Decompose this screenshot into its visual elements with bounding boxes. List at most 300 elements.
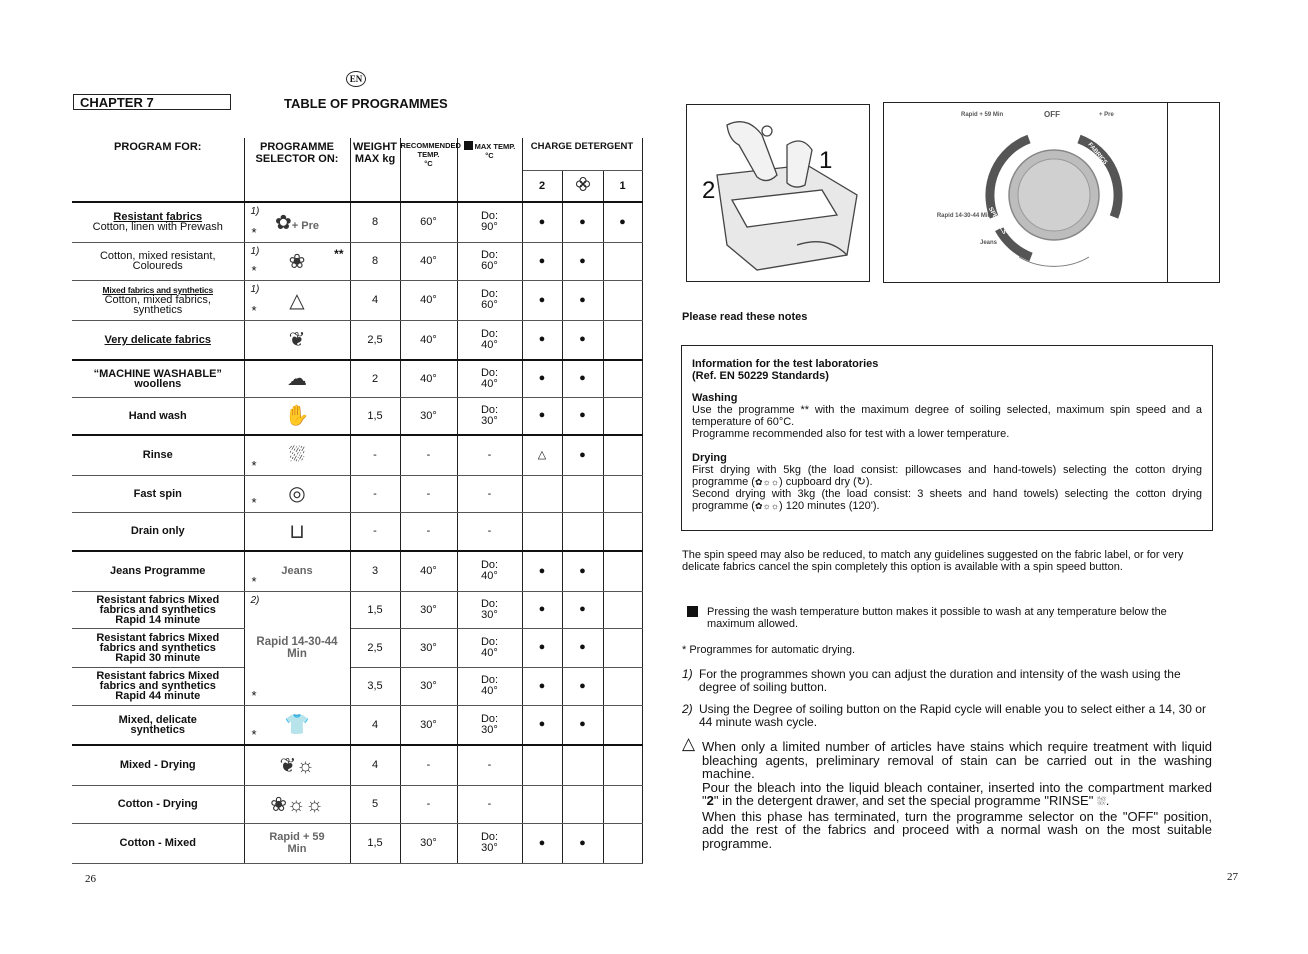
program-name-text: Hand wash	[128, 409, 187, 422]
header-weight	[350, 138, 400, 202]
table-row	[72, 551, 642, 591]
program-name-text: Cotton, linen with Prewash	[92, 221, 223, 234]
program-name-cell	[72, 785, 244, 823]
programme-symbol-icon: 👕	[284, 714, 310, 737]
cell-weight	[350, 745, 400, 785]
program-name-cell	[72, 475, 244, 512]
cell-rec	[400, 705, 457, 745]
notes-heading: Please read these notes	[682, 311, 808, 323]
cell-rec-value: 30°	[420, 680, 437, 692]
dial-top-left-label: Rapid + 59 Min	[961, 112, 1004, 118]
cell-rec	[400, 435, 457, 475]
charge-c2: ●	[522, 242, 562, 280]
cell-rec	[400, 242, 457, 280]
cell-max	[457, 475, 522, 512]
cell-weight	[350, 360, 400, 397]
cell-weight	[350, 823, 400, 863]
charge-c2: ●	[522, 551, 562, 591]
cell-weight	[350, 512, 400, 551]
cell-rec	[400, 628, 457, 667]
drying-text-2	[692, 488, 1202, 512]
charge-cf: ●	[562, 823, 603, 863]
spin-speed-note: The spin speed may also be reduced, to match any guidelines suggested on the fabric label, or for very delicate fabrics cancel the spin completely this option is available with a spin speed button.	[682, 549, 1184, 573]
header-max-1	[458, 141, 522, 151]
charge-c2: ●	[522, 667, 562, 705]
info-title-2: (Ref. EN 50229 Standards)	[692, 370, 829, 382]
rinse-icon: ⛆	[1096, 796, 1106, 808]
dial-drying-label: DRYING	[990, 135, 1011, 157]
table-row	[72, 475, 642, 512]
selector-cell	[244, 512, 350, 551]
table-row	[72, 591, 642, 628]
temperature-note-text: Pressing the wash temperature button makes it possible to wash at any temperature below the maximum allowed.	[707, 606, 1167, 630]
cell-rec-value: -	[426, 798, 431, 810]
cell-rec-value: -	[426, 449, 431, 462]
cell-rec-value: 40°	[420, 255, 437, 267]
table-row	[72, 745, 642, 785]
cell-max	[457, 360, 522, 397]
dial-knob	[969, 117, 1139, 277]
programme-symbol-icon: ✋	[284, 405, 310, 428]
program-name-cell	[72, 202, 244, 242]
cell-weight-value: -	[373, 449, 377, 462]
warning-p2c: " in the detergent drawer, and set the special programme "RINSE"	[713, 793, 1094, 808]
cupboard-dry-icon: ↻	[856, 476, 866, 488]
cell-max	[457, 397, 522, 435]
cell-rec	[400, 667, 457, 705]
footnote-2-number: 2)	[682, 702, 693, 716]
dial-jeans-label: Jeans	[980, 240, 998, 246]
selector-cell	[244, 202, 350, 242]
cell-weight-value: 1,5	[367, 603, 383, 616]
dial-fabrics-label: FABRICS	[1086, 141, 1108, 167]
test-lab-info-box	[681, 345, 1213, 531]
cell-weight	[350, 280, 400, 320]
table-row	[72, 202, 642, 242]
cell-max	[457, 202, 522, 242]
dial-off-label: OFF	[1044, 110, 1060, 119]
cell-max-value: Do: 90°	[480, 210, 499, 234]
cell-rec	[400, 360, 457, 397]
cell-max-value: -	[487, 449, 492, 462]
cell-weight-value: 8	[371, 216, 379, 229]
table-row	[72, 435, 642, 475]
selector-cell	[244, 320, 350, 360]
cell-weight-value: 3,5	[367, 680, 383, 692]
cell-max-value: Do: 30°	[480, 403, 499, 427]
programme-symbol-icon: △	[289, 289, 305, 312]
cell-max	[457, 320, 522, 360]
auto-drying-star: *	[251, 573, 257, 589]
cell-weight	[350, 242, 400, 280]
charge-c1	[603, 360, 642, 397]
cell-rec-value: 30°	[420, 837, 437, 849]
selector-cell	[244, 242, 350, 280]
cell-weight	[350, 591, 400, 628]
minutes-120-icon: 120'	[852, 500, 873, 512]
program-name-bold: Mixed fabrics and synthetics	[102, 285, 214, 295]
drawer-label-2: 2	[702, 177, 716, 204]
selector-cell	[244, 823, 350, 863]
cell-rec	[400, 202, 457, 242]
automatic-drying-note: * Programmes for automatic drying.	[682, 644, 856, 656]
selector-cell	[244, 475, 350, 512]
selector-label: Rapid + 59 Min	[269, 831, 325, 855]
header-charge: CHARGE DETERGENT	[522, 138, 642, 170]
header-rec-1: RECOMMENDED	[400, 141, 461, 150]
cell-weight-value: 4	[371, 718, 379, 731]
programme-symbol-icon: ☁	[287, 368, 307, 391]
selector-cell	[244, 360, 350, 397]
table-row	[72, 785, 642, 823]
program-name-text: Drain only	[130, 525, 185, 538]
cell-rec-value: 40°	[420, 372, 437, 385]
cell-rec-value: 30°	[420, 603, 437, 616]
charge-cf: ●	[562, 242, 603, 280]
drying-text-1b: ) cupboard dry (	[779, 476, 857, 488]
charge-c2	[522, 745, 562, 785]
charge-cf: ●	[562, 320, 603, 360]
selector-label: Jeans	[281, 565, 313, 578]
header-program-for: PROGRAM FOR:	[72, 138, 244, 202]
table-row	[72, 242, 642, 280]
language-badge: EN	[346, 71, 366, 87]
auto-drying-star: *	[251, 302, 257, 318]
cotton-drying-icon-2: ✿☼☼	[754, 501, 780, 511]
charge-c2: ●	[522, 591, 562, 628]
charge-c2: ●	[522, 202, 562, 242]
footnote-2	[682, 703, 1212, 729]
programme-symbol-icon: ◎	[288, 483, 306, 505]
charge-cf	[562, 785, 603, 823]
charge-c1	[603, 512, 642, 551]
program-name-cell	[72, 705, 244, 745]
charge-c2: ●	[522, 705, 562, 745]
charge-cf: ●	[562, 360, 603, 397]
program-name-text: Cotton - Mixed	[119, 837, 196, 849]
program-name-text: Mixed, delicate synthetics	[118, 713, 197, 736]
charge-cf: ●	[562, 591, 603, 628]
cell-rec	[400, 591, 457, 628]
cell-rec-value: -	[426, 487, 431, 500]
cell-max	[457, 705, 522, 745]
programmes-table	[72, 138, 643, 864]
header-max-2: °C	[485, 151, 494, 160]
charge-c2: ●	[522, 320, 562, 360]
warning-p2d: .	[1105, 793, 1110, 808]
drawer-label-1: 1	[819, 147, 833, 174]
program-name-text: “MACHINE WASHABLE” woollens	[93, 367, 222, 390]
cell-max	[457, 551, 522, 591]
program-name-cell	[72, 667, 244, 705]
footnote-ref: 1)	[250, 283, 260, 295]
cell-max	[457, 242, 522, 280]
program-name-text: Cotton, mixed fabrics, synthetics	[104, 294, 211, 316]
table-row	[72, 397, 642, 435]
charge-c2	[522, 512, 562, 551]
charge-c1	[603, 475, 642, 512]
cell-rec	[400, 397, 457, 435]
footnote-1-number: 1)	[682, 667, 693, 681]
cotton-drying-icon: ✿☼☼	[754, 477, 780, 487]
drying-text-2a: Second drying with 3kg (the load consist: 3 sheets and hand towels) selecting the cotton drying programme (	[692, 488, 1202, 512]
program-name-bold: Resistant fabrics	[113, 211, 203, 224]
table-row	[72, 280, 642, 320]
cell-weight-value: 4	[371, 294, 379, 306]
cell-weight-value: -	[373, 525, 377, 538]
charge-c1	[603, 785, 642, 823]
cell-weight	[350, 551, 400, 591]
charge-c1	[603, 628, 642, 667]
dial-rapid-label: Rapid 14-30-44 Min	[936, 213, 992, 219]
cell-rec-value: 60°	[420, 216, 437, 229]
header-rec-3: °C	[424, 159, 433, 168]
cell-max	[457, 512, 522, 551]
drying-text-1c: ).	[865, 476, 873, 488]
charge-c1	[603, 705, 642, 745]
warning-triangle-icon: △	[682, 734, 696, 753]
charge-cf: ●	[562, 202, 603, 242]
selector-cell	[244, 785, 350, 823]
cell-max-value: Do: 40°	[480, 635, 499, 659]
header-recommended	[400, 138, 461, 202]
cell-rec	[400, 823, 457, 863]
temp-square-icon-note	[687, 606, 698, 617]
program-name-text: Fast spin	[133, 487, 182, 500]
charge-c1: ●	[603, 202, 642, 242]
washing-text-2: Programme recommended also for test with a lower temperature.	[692, 428, 1010, 440]
charge-c1	[603, 397, 642, 435]
programme-symbol-icon: ❀☼☼	[270, 793, 324, 816]
cell-max	[457, 280, 522, 320]
dial-specials-label: SPECIALS	[986, 206, 1008, 236]
charge-cf: ●	[562, 667, 603, 705]
program-name-text: Cotton - Drying	[117, 798, 198, 810]
cell-rec	[400, 551, 457, 591]
temperature-note	[682, 606, 1212, 630]
cell-rec	[400, 512, 457, 551]
table-row	[72, 705, 642, 745]
cell-rec-value: 40°	[420, 294, 437, 306]
header-selector	[244, 138, 350, 202]
dial-top-right-label: + Pre	[1099, 112, 1114, 118]
cell-weight	[350, 667, 400, 705]
cell-max	[457, 823, 522, 863]
auto-drying-star: *	[251, 727, 257, 742]
cell-weight	[350, 320, 400, 360]
programme-symbol-icon: ❦☼	[279, 754, 315, 777]
cell-weight	[350, 475, 400, 512]
test-program-stars: **	[334, 246, 344, 261]
cell-weight-value: 1,5	[367, 409, 383, 422]
dial-divider	[1167, 103, 1168, 283]
cell-max-value: Do: 30°	[480, 831, 499, 854]
selector-label: + Pre	[291, 219, 319, 232]
washing-text-1: Use the programme ** with the maximum degree of soiling selected, maximum spin speed and a temperature of 60°C.	[692, 404, 1202, 428]
charge-c1	[603, 280, 642, 320]
cell-rec-value: 40°	[420, 333, 437, 346]
charge-cf: ●	[562, 705, 603, 745]
charge-c2	[522, 475, 562, 512]
cell-rec	[400, 785, 457, 823]
charge-c1	[603, 320, 642, 360]
cell-weight-value: 8	[371, 255, 379, 267]
auto-drying-star: *	[251, 687, 257, 703]
cell-weight	[350, 785, 400, 823]
program-name-text: Mixed - Drying	[119, 759, 196, 772]
auto-drying-star: *	[251, 262, 257, 278]
cell-weight	[350, 397, 400, 435]
charge-cf: ●	[562, 280, 603, 320]
charge-cf	[562, 475, 603, 512]
cell-rec-value: 30°	[420, 409, 437, 422]
table-row	[72, 667, 642, 705]
charge-cf: ●	[562, 551, 603, 591]
page-title: TABLE OF PROGRAMMES	[284, 96, 448, 111]
cell-rec	[400, 320, 457, 360]
cell-max-value: -	[487, 798, 492, 810]
cell-weight	[350, 705, 400, 745]
program-name-cell	[72, 397, 244, 435]
cell-rec	[400, 745, 457, 785]
footnote-1	[682, 668, 1212, 694]
program-name-cell	[72, 280, 244, 320]
programme-symbol-icon: ⛆	[289, 443, 305, 466]
cell-max-value: Do: 40°	[480, 327, 499, 351]
cell-max-value: Do: 60°	[480, 288, 499, 311]
charge-c1	[603, 242, 642, 280]
auto-drying-star: *	[251, 457, 257, 473]
program-name-text: Resistant fabrics Mixed fabrics and synthetics Rapid 30 minute	[96, 631, 220, 664]
program-name-bold: Very delicate fabrics	[104, 333, 211, 346]
cell-weight-value: 3	[371, 565, 379, 578]
cell-rec-value: 40°	[420, 565, 437, 578]
selector-cell	[244, 551, 350, 591]
cell-max-value: -	[487, 759, 492, 772]
cell-weight-value: 2,5	[367, 641, 383, 654]
washing-heading: Washing	[692, 392, 738, 404]
charge-cf: ●	[562, 435, 603, 475]
auto-drying-star: *	[251, 224, 257, 240]
cell-max	[457, 785, 522, 823]
program-name-cell	[72, 745, 244, 785]
programme-symbol-icon: ✿	[275, 211, 292, 234]
program-name-cell	[72, 628, 244, 667]
charge-c2: △	[522, 435, 562, 475]
auto-drying-star: *	[251, 494, 257, 510]
charge-c1	[603, 823, 642, 863]
program-name-cell	[72, 360, 244, 397]
table-header-row	[72, 138, 642, 170]
footnote-ref: 2)	[250, 594, 260, 606]
charge-c1	[603, 667, 642, 705]
program-name-text: Resistant fabrics Mixed fabrics and synthetics Rapid 14 minute	[96, 593, 220, 626]
cell-max-value: Do: 30°	[480, 597, 499, 621]
program-name-text: Cotton, mixed resistant, Coloureds	[99, 250, 216, 272]
compartment-2: 2	[522, 170, 562, 202]
cell-rec	[400, 280, 457, 320]
charge-c1	[603, 745, 642, 785]
cell-weight-value: -	[373, 487, 377, 500]
programme-symbol-icon: ❦	[288, 329, 306, 352]
selector-cell	[244, 397, 350, 435]
table-row	[72, 360, 642, 397]
charge-c2: ●	[522, 823, 562, 863]
program-name-text: Jeans Programme	[110, 565, 206, 578]
selector-cell	[244, 435, 350, 475]
program-name-text: Resistant fabrics Mixed fabrics and synthetics Rapid 44 minute	[96, 670, 220, 702]
cell-rec-value: 30°	[420, 641, 437, 654]
cell-weight-value: 2,5	[367, 333, 383, 346]
programme-symbol-icon: ⊔	[289, 520, 305, 543]
charge-c1	[603, 551, 642, 591]
cell-rec-value: -	[426, 759, 431, 772]
charge-c2: ●	[522, 280, 562, 320]
header-weight-text: WEIGHT MAX kg	[353, 141, 397, 165]
cell-weight	[350, 435, 400, 475]
softener-icon	[562, 170, 603, 202]
drying-text-1	[692, 464, 1202, 488]
drying-text-1a: First drying with 5kg (the load consist: pillowcases and hand-towels) selecting the cotton drying programme (	[692, 464, 1202, 488]
drying-text-2b: ) 120 minutes (	[779, 500, 853, 512]
selector-label: Rapid 14-30-44 Min	[256, 636, 338, 660]
cell-rec	[400, 475, 457, 512]
warning-paragraph-2	[702, 781, 1212, 810]
header-selector-text: PROGRAMME SELECTOR ON:	[255, 141, 339, 165]
cell-max	[457, 591, 522, 628]
cell-max	[457, 628, 522, 667]
selector-cell	[244, 745, 350, 785]
cell-weight-value: 1,5	[367, 837, 383, 849]
chapter-label: CHAPTER 7	[73, 94, 231, 110]
charge-c2: ●	[522, 360, 562, 397]
page-number-left: 26	[85, 873, 96, 885]
cell-max-value: Do: 40°	[480, 366, 499, 390]
footnote-1-text: For the programmes shown you can adjust the duration and intensity of the wash using the degree of soiling button.	[699, 667, 1181, 694]
bleach-warning	[682, 734, 1212, 851]
cell-max	[457, 435, 522, 475]
warning-paragraph-1: When only a limited number of articles have stains which require treatment with liquid bleaching agents, preliminary removal of stain can be carried out in the washing machine.	[702, 739, 1212, 781]
page-number-right: 27	[1227, 871, 1238, 883]
footnote-2-text: Using the Degree of soiling button on the Rapid cycle will enable you to select either a 14, 30 or 44 minute wash cycle.	[699, 702, 1206, 729]
program-name-cell	[72, 242, 244, 280]
charge-cf	[562, 745, 603, 785]
cell-weight	[350, 202, 400, 242]
program-name-cell	[72, 591, 244, 628]
header-max-temp	[457, 138, 522, 202]
table-row	[72, 512, 642, 551]
drying-text-2c: ).	[872, 500, 880, 512]
charge-c1	[603, 591, 642, 628]
programme-symbol-icon: ❀	[288, 250, 306, 273]
cell-max-value: Do: 40°	[480, 559, 499, 583]
program-name-text: Rinse	[142, 449, 173, 462]
temp-square-icon	[464, 141, 473, 150]
charge-cf: ●	[562, 397, 603, 435]
table-row	[72, 320, 642, 360]
info-title-1: Information for the test laboratories	[692, 358, 879, 370]
header-max-1-text: MAX TEMP.	[474, 142, 516, 151]
program-name-cell	[72, 435, 244, 475]
programme-dial-illustration	[883, 102, 1220, 283]
charge-c1	[603, 435, 642, 475]
charge-cf	[562, 512, 603, 551]
warning-paragraph-3: When this phase has terminated, turn the programme selector on the "OFF" position, add the rest of the fabrics and proceed with a normal wash on the most suitable programme.	[702, 808, 1212, 851]
cell-rec-value: 30°	[420, 718, 437, 731]
selector-cell	[244, 591, 350, 705]
charge-c2: ●	[522, 397, 562, 435]
program-name-cell	[72, 551, 244, 591]
